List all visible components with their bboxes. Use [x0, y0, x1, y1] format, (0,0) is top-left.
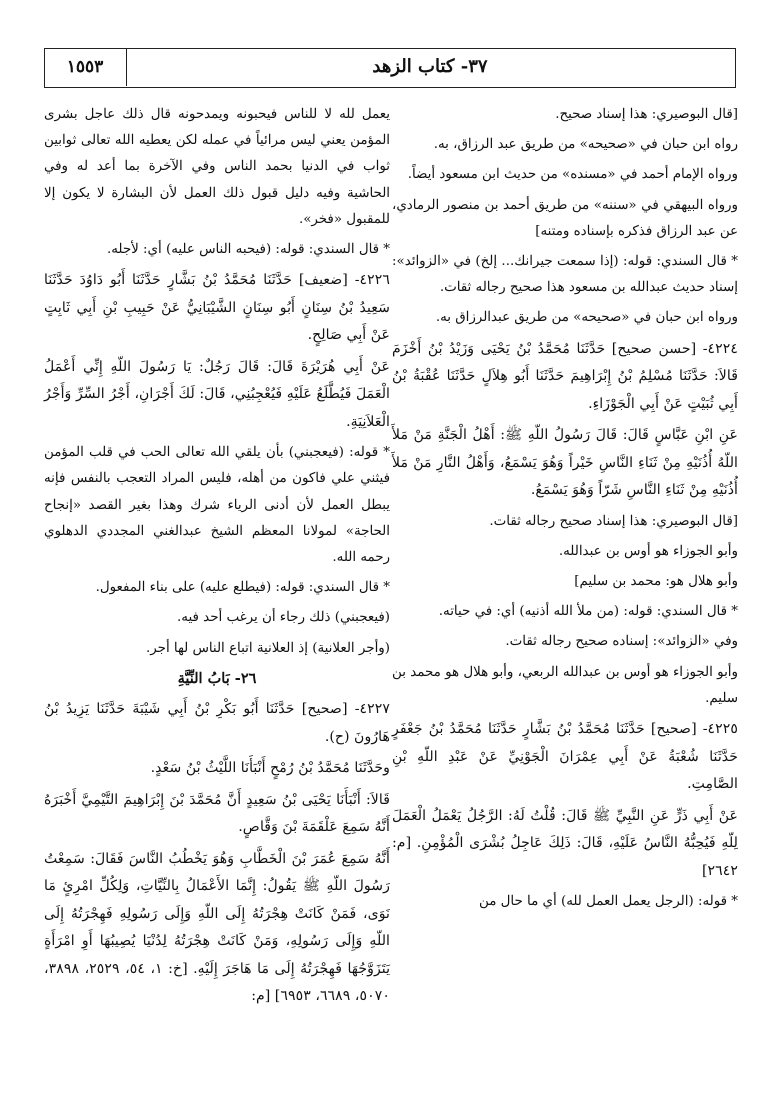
right-column	[392, 102, 738, 919]
book-title: ٣٧- كتاب الزهد	[372, 56, 488, 77]
hadith-chain: ٤٢٢٦- [ضعيف] حَدَّثَنَا مُحَمَّدُ بْنُ بَشَّارٍ حَدَّثَنَا أَبُو دَاوُدَ حَدَّثَنَا سَعِيدُ بْنُ سِنَانٍ أَبُو سِنَانٍ الشَّيْبَانِيُّ عَنْ حَبِيبِ بْنِ أَبِي ثَابِتٍ عَنْ أَبِي صَالِحٍ.	[44, 272, 390, 344]
hadith-text: عَنْ أَبِي ذَرٍّ عَنِ النَّبِيِّ ﷺ قَالَ: قُلْتُ لَهُ: الرَّجُلُ يَعْمَلُ الْعَمَلَ لِلّهِ فَيُحِبُّهُ النَّاسُ عَلَيْهِ، قَالَ: ذَلِكَ عَاجِلُ بُشْرَى الْمُؤْمِنِ. [م: ٢٦٤٢]	[392, 807, 738, 879]
note-paragraph: ورواه الإمام أحمد في «مسنده» من حديث ابن مسعود أيضاً.	[407, 167, 738, 183]
page-header	[44, 48, 736, 88]
commentary-paragraph: يعمل لله لا للناس فيحبونه ويمدحونه قال ذلك عاجل بشرى المؤمن يعني ليس مرائياً في عمله لكن يعطيه الله تعالى ثوابين ثواب في الدنيا بحمد الناس وفي الآخرة بما أعد له وفي الحاشية وفيه دليل قبول ذلك العمل لأن البشارة لا يكون إلا للمقبول «فخر».	[44, 107, 390, 227]
note-paragraph: وأبو الجوزاء هو أوس بن عبدالله.	[558, 543, 738, 559]
commentary-paragraph: (فيعجبني) ذلك رجاء أن يرغب أحد فيه.	[177, 610, 390, 626]
hadith-chain: ٤٢٢٥- [صحيح] حَدَّثَنَا مُحَمَّدُ بْنُ بَشَّارٍ حَدَّثَنَا مُحَمَّدُ بْنُ جَعْفَرٍ حَدَّثَنَا شُعْبَةُ عَنْ أَبِي عِمْرَانَ الْجَوْنِيِّ عَنْ عَبْدِ اللّهِ بْنِ الصَّامِتِ.	[392, 721, 738, 793]
chapter-heading: ٢٦- بَابُ النِّيَّةِ	[177, 669, 257, 687]
hadith-chain: ٤٢٢٤- [حسن صحيح] حَدَّثَنَا مُحَمَّدُ بْنُ يَحْيَى وَزَيْدُ بْنُ أَخْزَمَ قَالاَ: حَدَّثَنَا مُسْلِمُ بْنُ إِبْرَاهِيمَ حَدَّثَنَا أَبُو هِلاَلٍ حَدَّثَنَا عُقْبَةُ بْنُ أَبِي ثُبَيْتٍ عَنْ أَبِي الْجَوْزَاءِ.	[392, 340, 738, 412]
note-paragraph: ورواه البيهقي في «سننه» من طريق أحمد بن منصور الرمادي، عن عبد الرزاق فذكره بإسناده ومتنه]	[392, 197, 738, 239]
note-paragraph: ورواه ابن حبان في «صحيحه» من طريق عبدالرزاق به.	[435, 310, 738, 326]
commentary-paragraph: (وأجر العلانية) إذ العلانية اتباع الناس لها أجر.	[146, 640, 390, 656]
hadith-text: أَنَّهُ سَمِعَ عُمَرَ بْنَ الْخَطَّابِ وَهُوَ يَخْطُبُ النَّاسَ فَقَالَ: سَمِعْتُ رَسُولَ اللّهِ ﷺ يَقُولُ: إِنَّمَا الأَعْمَالُ بِالنِّيَّاتِ، وَلِكُلِّ امْرِئٍ مَا نَوَى، فَمَنْ كَانَتْ هِجْرَتُهُ إِلَى اللّهِ وَإِلَى رَسُولِهِ فَهِجْرَتُهُ إِلَى اللّهِ وَإِلَى رَسُولِهِ، وَمَنْ كَانَتْ هِجْرَتُهُ لِدُنْيَا يُصِيبُهَا أَوِ امْرَأَةٍ يَتَزَوَّجُهَا فَهِجْرَتُهُ إِلَى مَا هَاجَرَ إِلَيْهِ. [خ: ١، ٥٤، ٢٥٢٩، ٣٨٩٨، ٥٠٧٠، ٦٦٨٩، ٦٩٥٣] [م:	[44, 850, 391, 1005]
note-paragraph: وفي «الزوائد»: إسناده صحيح رجاله ثقات.	[505, 634, 738, 650]
hadith-chain: ٤٢٢٧- [صحيح] حَدَّثَنَا أَبُو بَكْرِ بْنُ أَبِي شَيْبَةَ حَدَّثَنَا يَزِيدُ بْنُ هَارُونَ (ح).	[44, 701, 390, 745]
note-paragraph: [قال البوصيري: هذا إسناد صحيح رجاله ثقات.	[489, 513, 738, 529]
note-paragraph: وأبو الجوزاء هو أوس بن عبدالله الربعي، وأبو هلال هو محمد بن سليم.	[392, 664, 738, 706]
commentary-paragraph: * قوله: (فيعجبني) بأن يلقي الله تعالى الحب في قلب المؤمن فيثني علي فاكون من أهله، فليس المراد التعجب بالنفس فإنه يبطل العمل لأن أدنى الرياء شرك وهذا بغير القصد «إنجاح الحاجة» لمولانا المعظم الشيخ عبدالغني المجددي الدهلوي رحمه الله.	[44, 445, 390, 566]
hadith-chain: وحَدَّثَنَا مُحَمَّدُ بْنُ رُمْحٍ أَنْبَأَنَا اللَّيْثُ بْنُ سَعْدٍ.	[150, 760, 390, 777]
commentary-paragraph: * قال السندي: قوله: (إذا سمعت جيرانك... إلخ) في «الزوائد»: إسناد حديث عبدالله بن مسعود هذا صحيح رجاله ثقات.	[392, 254, 738, 296]
note-paragraph: [قال البوصيري: هذا إسناد صحيح.	[555, 107, 738, 122]
commentary-paragraph: * قال السندي: قوله: (من ملأ الله أذنيه) أي: في حياته.	[438, 604, 738, 620]
commentary-paragraph: * قوله: (الرجل يعمل العمل لله) أي ما حال من	[479, 894, 738, 910]
commentary-paragraph: * قال السندي: قوله: (فيطلع عليه) على بناء المفعول.	[95, 580, 390, 596]
left-column	[44, 102, 390, 1015]
note-paragraph: وأبو هلال هو: محمد بن سليم]	[574, 574, 738, 590]
hadith-text: عَنِ ابْنِ عَبَّاسٍ قَالَ: قَالَ رَسُولُ اللّهِ ﷺ: أَهْلُ الْجَنَّةِ مَنْ مَلأَ اللّهُ أُذُنَيْهِ مِنْ ثَنَاءِ النَّاسِ خَيْراً وَهُوَ يَسْمَعُ، وَأَهْلُ النَّارِ مَنْ مَلأَ أُذُنَيْهِ مِنْ ثَنَاءِ النَّاسِ شَرّاً وَهُوَ يَسْمَعُ.	[392, 427, 738, 499]
hadith-text: عَنْ أَبِي هُرَيْرَةَ قَالَ: قَالَ رَجُلٌ: يَا رَسُولَ اللّهِ إِنِّي أَعْمَلُ الْعَمَلَ فَيُطَّلَعُ عَلَيْهِ فَيُعْجِبُنِي، قَالَ: لَكَ أَجْرَانِ، أَجْرُ السِّرِّ وَأَجْرُ الْعَلاَنِيَةِ.	[44, 358, 390, 430]
page-number: ١٥٥٣	[66, 57, 104, 77]
hadith-chain: قَالاَ: أَنْبَأَنَا يَحْيَى بْنُ سَعِيدٍ أَنَّ مُحَمَّدَ بْنَ إِبْرَاهِيمَ التَّيْمِيَّ أَخْبَرَهُ أَنَّهُ سَمِعَ عَلْقَمَةَ بْنَ وَقَّاصٍ.	[44, 791, 390, 836]
commentary-paragraph: * قال السندي: قوله: (فيحبه الناس عليه) أي: لأجله.	[106, 242, 390, 258]
note-paragraph: رواه ابن حبان في «صحيحه» من طريق عبد الرزاق، به.	[433, 137, 738, 153]
